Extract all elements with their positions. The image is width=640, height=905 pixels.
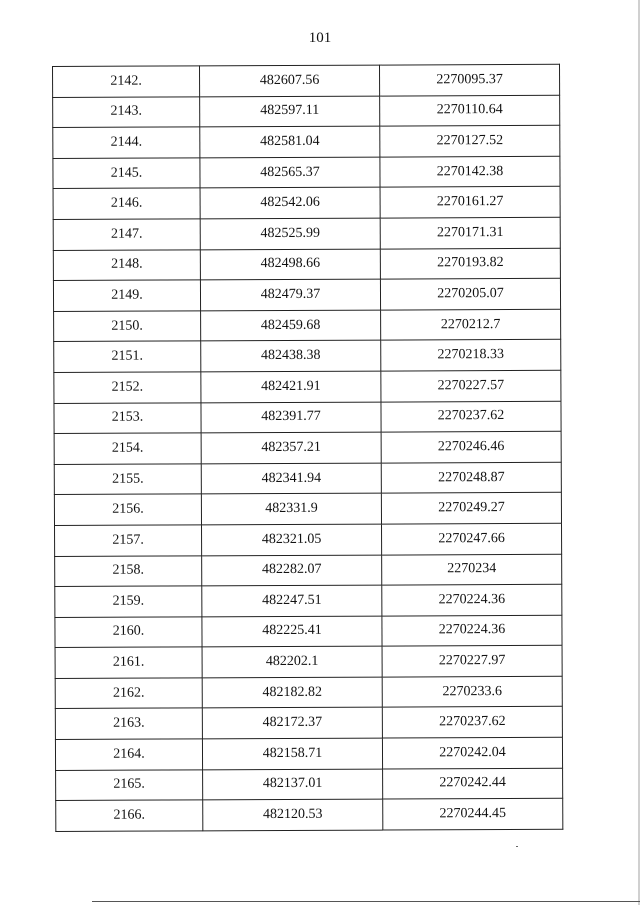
point-number-cell: 2153. <box>54 402 201 433</box>
x-coordinate-cell: 482282.07 <box>202 555 382 586</box>
y-coordinate-cell: 2270237.62 <box>381 401 561 432</box>
point-number-cell: 2164. <box>55 739 202 770</box>
y-coordinate-cell: 2270242.44 <box>383 768 563 799</box>
y-coordinate-cell: 2270205.07 <box>380 278 560 309</box>
table-row <box>53 64 560 97</box>
x-coordinate-cell: 482542.06 <box>200 187 380 218</box>
table-row <box>53 187 560 220</box>
point-number-cell: 2165. <box>56 770 203 801</box>
y-coordinate-cell: 2270224.36 <box>382 615 562 646</box>
y-coordinate-cell: 2270227.57 <box>381 370 561 401</box>
x-coordinate-cell: 482421.91 <box>201 371 381 402</box>
coordinates-table-body <box>53 64 563 831</box>
point-number-cell: 2147. <box>53 219 200 250</box>
x-coordinate-cell: 482158.71 <box>202 738 382 769</box>
y-coordinate-cell: 2270242.04 <box>382 737 562 768</box>
point-number-cell: 2148. <box>53 249 200 280</box>
x-coordinate-cell: 482225.41 <box>202 616 382 647</box>
point-number-cell: 2158. <box>55 555 202 586</box>
table-row <box>53 278 560 311</box>
table-row <box>53 125 560 158</box>
point-number-cell: 2163. <box>55 708 202 739</box>
scan-edge-bottom <box>92 901 640 902</box>
page-number: 101 <box>308 30 332 46</box>
point-number-cell: 2143. <box>53 96 200 127</box>
point-number-cell: 2144. <box>53 127 200 158</box>
x-coordinate-cell: 482459.68 <box>201 310 381 341</box>
point-number-cell: 2152. <box>54 372 201 403</box>
scan-speck <box>516 846 518 847</box>
table-row <box>54 462 561 495</box>
table-row <box>54 309 561 342</box>
table-row <box>56 768 563 801</box>
x-coordinate-cell: 482597.11 <box>200 96 380 127</box>
y-coordinate-cell: 2270227.97 <box>382 646 562 677</box>
point-number-cell: 2145. <box>53 158 200 189</box>
y-coordinate-cell: 2270234 <box>382 554 562 585</box>
x-coordinate-cell: 482172.37 <box>202 708 382 739</box>
table-row <box>55 615 562 648</box>
x-coordinate-cell: 482202.1 <box>202 646 382 677</box>
point-number-cell: 2150. <box>54 311 201 342</box>
x-coordinate-cell: 482498.66 <box>200 249 380 280</box>
y-coordinate-cell: 2270237.62 <box>382 707 562 738</box>
table-row <box>55 737 562 770</box>
x-coordinate-cell: 482321.05 <box>202 524 382 555</box>
table-row <box>54 431 561 464</box>
table-row <box>53 156 560 189</box>
point-number-cell: 2156. <box>54 494 201 525</box>
x-coordinate-cell: 482391.77 <box>201 402 381 433</box>
x-coordinate-cell: 482331.9 <box>201 493 381 524</box>
y-coordinate-cell: 2270193.82 <box>380 248 560 279</box>
point-number-cell: 2157. <box>55 525 202 556</box>
y-coordinate-cell: 2270171.31 <box>380 217 560 248</box>
point-number-cell: 2151. <box>54 341 201 372</box>
x-coordinate-cell: 482357.21 <box>201 432 381 463</box>
table-row <box>55 646 562 679</box>
point-number-cell: 2159. <box>55 586 202 617</box>
table-row <box>55 523 562 556</box>
table-row <box>54 340 561 373</box>
x-coordinate-cell: 482525.99 <box>200 218 380 249</box>
point-number-cell: 2162. <box>55 678 202 709</box>
y-coordinate-cell: 2270161.27 <box>380 187 560 218</box>
table-row <box>55 584 562 617</box>
table-row <box>53 217 560 250</box>
y-coordinate-cell: 2270212.7 <box>381 309 561 340</box>
table-row <box>54 370 561 403</box>
table-row <box>54 493 561 526</box>
y-coordinate-cell: 2270110.64 <box>380 95 560 126</box>
table-row <box>54 401 561 434</box>
x-coordinate-cell: 482247.51 <box>202 585 382 616</box>
y-coordinate-cell: 2270218.33 <box>381 340 561 371</box>
x-coordinate-cell: 482565.37 <box>200 157 380 188</box>
point-number-cell: 2161. <box>55 647 202 678</box>
point-number-cell: 2160. <box>55 617 202 648</box>
x-coordinate-cell: 482137.01 <box>203 769 383 800</box>
x-coordinate-cell: 482341.94 <box>201 463 381 494</box>
y-coordinate-cell: 2270127.52 <box>380 125 560 156</box>
point-number-cell: 2155. <box>54 464 201 495</box>
point-number-cell: 2154. <box>54 433 201 464</box>
x-coordinate-cell: 482120.53 <box>203 799 383 830</box>
x-coordinate-cell: 482607.56 <box>200 65 380 96</box>
y-coordinate-cell: 2270233.6 <box>382 676 562 707</box>
x-coordinate-cell: 482182.82 <box>202 677 382 708</box>
table-row <box>55 676 562 709</box>
y-coordinate-cell: 2270247.66 <box>382 523 562 554</box>
y-coordinate-cell: 2270224.36 <box>382 584 562 615</box>
x-coordinate-cell: 482438.38 <box>201 340 381 371</box>
point-number-cell: 2149. <box>53 280 200 311</box>
point-number-cell: 2146. <box>53 188 200 219</box>
table-row <box>53 95 560 128</box>
y-coordinate-cell: 2270244.45 <box>383 799 563 830</box>
table-row <box>55 707 562 740</box>
y-coordinate-cell: 2270142.38 <box>380 156 560 187</box>
coordinates-table <box>52 64 563 832</box>
table-row <box>53 248 560 281</box>
table-row <box>55 554 562 587</box>
x-coordinate-cell: 482581.04 <box>200 126 380 157</box>
y-coordinate-cell: 2270248.87 <box>381 462 561 493</box>
y-coordinate-cell: 2270095.37 <box>379 64 559 95</box>
table-row <box>56 799 563 832</box>
y-coordinate-cell: 2270246.46 <box>381 431 561 462</box>
point-number-cell: 2142. <box>53 66 200 97</box>
point-number-cell: 2166. <box>56 800 203 831</box>
x-coordinate-cell: 482479.37 <box>200 279 380 310</box>
y-coordinate-cell: 2270249.27 <box>381 493 561 524</box>
